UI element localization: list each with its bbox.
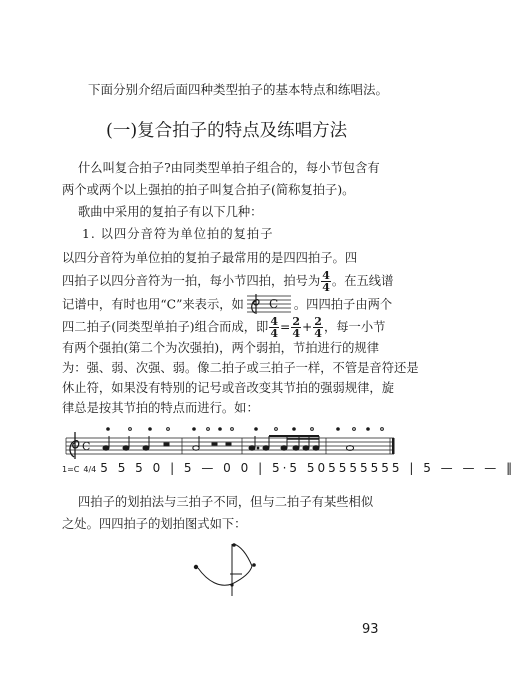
para3-line1: 四拍子的划拍法与三拍子不同，但与二拍子有某些相似: [78, 495, 374, 509]
para1-line1: 什么叫复合拍子?由同类型单拍子组合的，每小节包含有: [78, 161, 380, 175]
page-number: 93: [362, 622, 379, 637]
beat-3-stroke: [232, 566, 252, 584]
para2-line4: [62, 316, 385, 339]
para2-line3: [62, 292, 392, 318]
para2-line3-text: 记谱中，有时也用“C”来表示，如: [62, 297, 244, 312]
beat-2-stroke: [198, 568, 232, 585]
para2-line8: 律总是按其节拍的特点而进行。如：: [62, 401, 259, 415]
music-staff-example: [60, 426, 400, 460]
equals-sign: =: [280, 320, 291, 334]
jianpu-notes: 5 5 5 0 | 5 — 0 0 | 5·5 505555555 | 5 — — — ‖: [100, 461, 515, 475]
eq-fraction-a: $\frac{2}{4}$: [292, 315, 300, 340]
intro-line: 下面分别介绍后面四种类型拍子的基本特点和练唱法。: [88, 82, 389, 97]
jianpu-time-signature: 4/4: [83, 465, 97, 474]
jianpu-key: 1=C: [62, 465, 80, 474]
svg-text:C: C: [268, 297, 279, 311]
beat-4-stroke: [234, 544, 252, 566]
treble-clef-icon: [70, 432, 79, 459]
common-time-staff-icon: [247, 292, 291, 318]
para2-line7: 休止符，如果没有特别的记号或音改变其节拍的强弱规律，旋: [62, 381, 395, 395]
common-time-icon: C: [82, 440, 91, 453]
para2-line1: 以四分音符为单位拍的复拍子最常用的是四四拍子。四: [62, 251, 358, 265]
para2-line4-tail: ，每一小节: [323, 320, 386, 334]
para2-line3-tail: 。四四拍子由两个: [293, 297, 393, 312]
para1-line3: 歌曲中采用的复拍子有以下几种：: [78, 205, 263, 219]
time-signature-fraction: $\frac{4}{4}$: [322, 269, 330, 294]
para3-line2: 之处。四四拍子的划拍图式如下：: [62, 517, 247, 531]
subheading: 1. 以四分音符为单位拍的复拍子: [82, 227, 274, 241]
para2-line5: 有两个强拍(第二个为次强拍)，两个弱拍，节拍进行的规律: [62, 341, 380, 355]
para2-line4-text: 四二拍子(同类型单拍子)组合而成，即: [62, 320, 269, 334]
jianpu-notation: [62, 461, 515, 475]
eq-fraction-b: $\frac{2}{4}$: [314, 315, 322, 340]
para2-line6: 为：强、弱、次强、弱。像二拍子或三拍子一样，不管是音符还是: [62, 361, 419, 375]
para2-line2-text: 四拍子以四分音符为一拍，每小节四拍，拍号为: [62, 274, 321, 288]
para1-line2: 两个或两个以上强拍的拍子叫复合拍子(简称复拍子)。: [62, 183, 355, 197]
plus-sign: +: [301, 320, 313, 334]
beat-marks: [106, 427, 383, 431]
conducting-pattern-diagram: [170, 540, 280, 600]
para2-line2-tail: 。在五线谱: [331, 274, 394, 288]
section-heading: (一)复合拍子的特点及练唱方法: [106, 121, 348, 141]
para2-line2: [62, 270, 393, 293]
eq-fraction-lhs: $\frac{4}{4}$: [270, 315, 279, 340]
